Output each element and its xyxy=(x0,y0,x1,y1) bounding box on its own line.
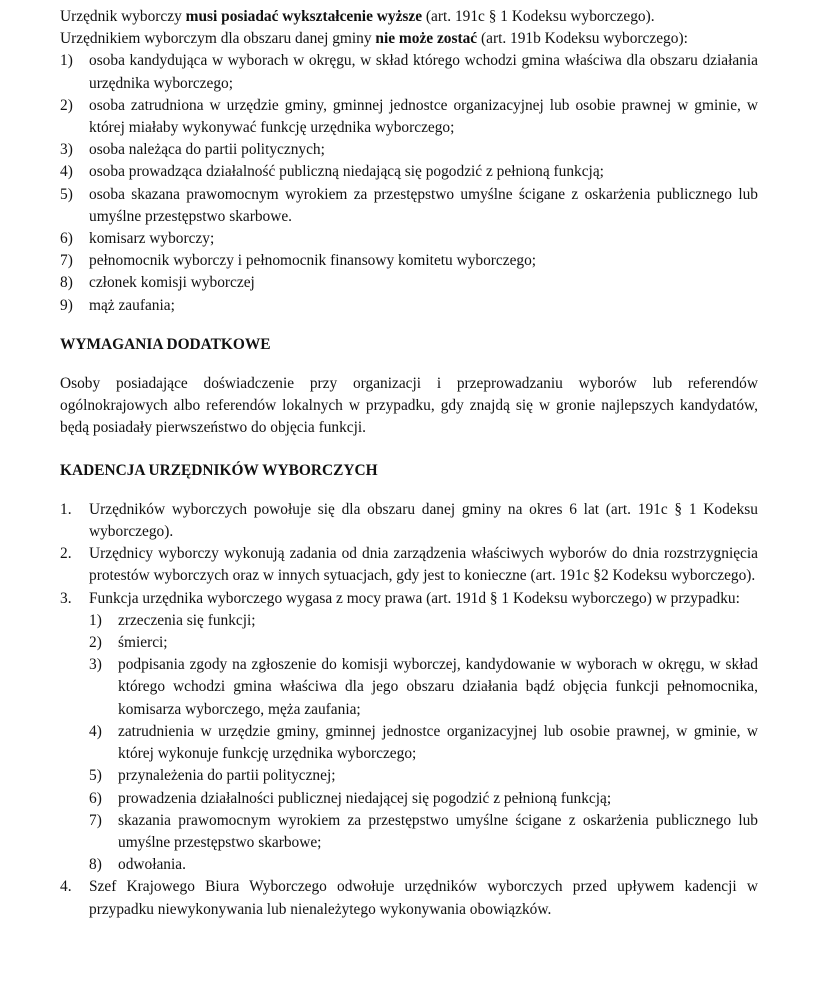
sublist-item xyxy=(89,765,758,787)
sublist-item-text: prowadzenia działalności publicznej niedającej się pogodzić z pełnioną funkcją; xyxy=(118,789,612,807)
list-item xyxy=(60,184,758,228)
list-item xyxy=(60,876,758,920)
list-item xyxy=(60,50,758,94)
list-item xyxy=(60,295,758,317)
intro1-prefix: Urzędnik wyborczy xyxy=(60,8,186,25)
list-item-text: mąż zaufania; xyxy=(89,296,175,314)
sublist-item-text: zrzeczenia się funkcji; xyxy=(118,611,256,629)
exclusions-list xyxy=(60,50,758,316)
sublist-item xyxy=(89,632,758,654)
list-item-text: osoba należąca do partii politycznych; xyxy=(89,141,325,159)
list-item xyxy=(60,272,758,294)
list-item-number: 3) xyxy=(60,141,73,159)
list-item-number: 2) xyxy=(60,96,73,114)
list-item-text: osoba zatrudniona w urzędzie gminy, gminnej jednostce organizacyjnej lub osobie prawnej w gminie, w której miałaby wykonywać funkcję urzędnika wyborczego; xyxy=(89,96,758,137)
list-item-text: Funkcja urzędnika wyborczego wygasa z mocy prawa (art. 191d § 1 Kodeksu wyborczego) w przypadku: xyxy=(89,589,740,607)
sublist-item-text: odwołania. xyxy=(118,856,186,874)
list-item-text: osoba skazana prawomocnym wyrokiem za przestępstwo umyślne ścigane z oskarżenia publicznego lub umyślne przestępstwo skarbowe. xyxy=(89,185,758,225)
list-item xyxy=(60,250,758,272)
list-item xyxy=(60,543,758,587)
sublist-item xyxy=(89,654,758,721)
list-item-number: 4) xyxy=(60,163,73,181)
list-item-number: 6) xyxy=(60,230,73,248)
list-item-number: 7) xyxy=(60,252,73,270)
list-item-number: 9) xyxy=(60,296,73,314)
sublist-item-number: 8) xyxy=(89,856,102,874)
sublist-item-number: 1) xyxy=(89,611,102,629)
additional-requirements-text: Osoby posiadające doświadczenie przy organizacji i przeprowadzaniu wyborów lub referendów ogólnokrajowych albo referendów lokalnych w przypadku, gdy znajdą się w gronie najlepszych kandydatów, będą posiadały pierwszeństwo do objęcia funkcji. xyxy=(60,375,758,437)
list-item xyxy=(60,228,758,250)
sublist-item-number: 3) xyxy=(89,656,102,674)
intro1-suffix: (art. 191c § 1 Kodeksu wyborczego). xyxy=(422,8,655,25)
intro2-prefix: Urzędnikiem wyborczym dla obszaru danej gminy xyxy=(60,30,376,48)
list-item-text: pełnomocnik wyborczy i pełnomocnik finansowy komitetu wyborczego; xyxy=(89,252,537,270)
list-item-text: komisarz wyborczy; xyxy=(89,230,215,248)
list-item-text: Szef Krajowego Biura Wyborczego odwołuje urzędników wyborczych przed upływem kadencji w przypadku niewykonywania lub nienależytego wykonywania obowiązków. xyxy=(89,878,758,918)
sublist-item-text: zatrudnienia w urzędzie gminy, gminnej jednostce organizacyjnej lub osobie prawnej, w gminie, w której wykonuje funkcję urzędnika wyborczego; xyxy=(118,722,758,763)
sublist-item-text: podpisania zgody na zgłoszenie do komisji wyborczej, kandydowanie w wyborach w okręgu, w skład którego wchodzi gmina właściwa dla jego obszaru działania bądź objęcia funkcji pełnomocnika, komisarza wyborczego, męża zaufania; xyxy=(118,656,758,718)
sublist-item xyxy=(89,721,758,765)
list-item-text: Urzędnicy wyborczy wykonują zadania od dnia zarządzenia właściwych wyborów do dnia rozstrzygnięcia protestów wyborczych oraz w innych sytuacjach, gdy jest to konieczne (art. 191c §2 Kodeksu wyborczego). xyxy=(89,545,758,585)
term-list xyxy=(60,499,758,921)
sublist-item-text: śmierci; xyxy=(118,634,168,652)
list-item-number: 2. xyxy=(60,545,72,563)
sublist-item xyxy=(89,610,758,632)
list-item xyxy=(60,588,758,877)
sublist-item xyxy=(89,788,758,810)
sublist-item-number: 4) xyxy=(89,722,102,740)
list-item-text: osoba prowadząca działalność publiczną niedającą się pogodzić z pełnioną funkcją; xyxy=(89,163,604,181)
list-item-text: Urzędników wyborczych powołuje się dla obszaru danej gminy na okres 6 lat (art. 191c § 1 Kodeksu wyborczego). xyxy=(89,500,758,541)
exclusions-intro xyxy=(60,28,758,50)
expiry-sublist xyxy=(89,610,758,876)
list-item-number: 4. xyxy=(60,878,72,896)
sublist-item xyxy=(89,854,758,876)
list-item xyxy=(60,139,758,161)
list-item-number: 1. xyxy=(60,500,72,518)
list-item xyxy=(60,161,758,183)
sublist-item-number: 6) xyxy=(89,789,102,807)
list-item-text: osoba kandydująca w wyborach w okręgu, w skład którego wchodzi gmina właściwa dla obszaru działania urzędnika wyborczego; xyxy=(89,52,758,92)
intro2-bold: nie może zostać xyxy=(375,30,478,48)
intro2-suffix: (art. 191b Kodeksu wyborczego): xyxy=(477,30,688,48)
list-item-number: 5) xyxy=(60,185,73,203)
section-heading-additional-requirements: WYMAGANIA DODATKOWE xyxy=(60,335,271,353)
intro1-bold: musi posiadać wykształcenie wyższe xyxy=(185,8,423,25)
list-item xyxy=(60,499,758,543)
sublist-item-text: przynależenia do partii politycznej; xyxy=(118,767,336,785)
list-item-number: 1) xyxy=(60,52,73,70)
sublist-item-number: 7) xyxy=(89,811,102,829)
sublist-item-number: 5) xyxy=(89,767,102,785)
section-heading-term: KADENCJA URZĘDNIKÓW WYBORCZYCH xyxy=(60,461,378,479)
list-item-text: członek komisji wyborczej xyxy=(89,274,255,292)
list-item-number: 8) xyxy=(60,274,73,292)
list-item-number: 3. xyxy=(60,589,72,607)
list-item xyxy=(60,95,758,139)
sublist-item-text: skazania prawomocnym wyrokiem za przestępstwo umyślne ścigane z oskarżenia publicznego lub umyślne przestępstwo skarbowe; xyxy=(118,811,758,851)
sublist-item xyxy=(89,810,758,854)
sublist-item-number: 2) xyxy=(89,634,102,652)
requirement-education xyxy=(60,6,758,28)
